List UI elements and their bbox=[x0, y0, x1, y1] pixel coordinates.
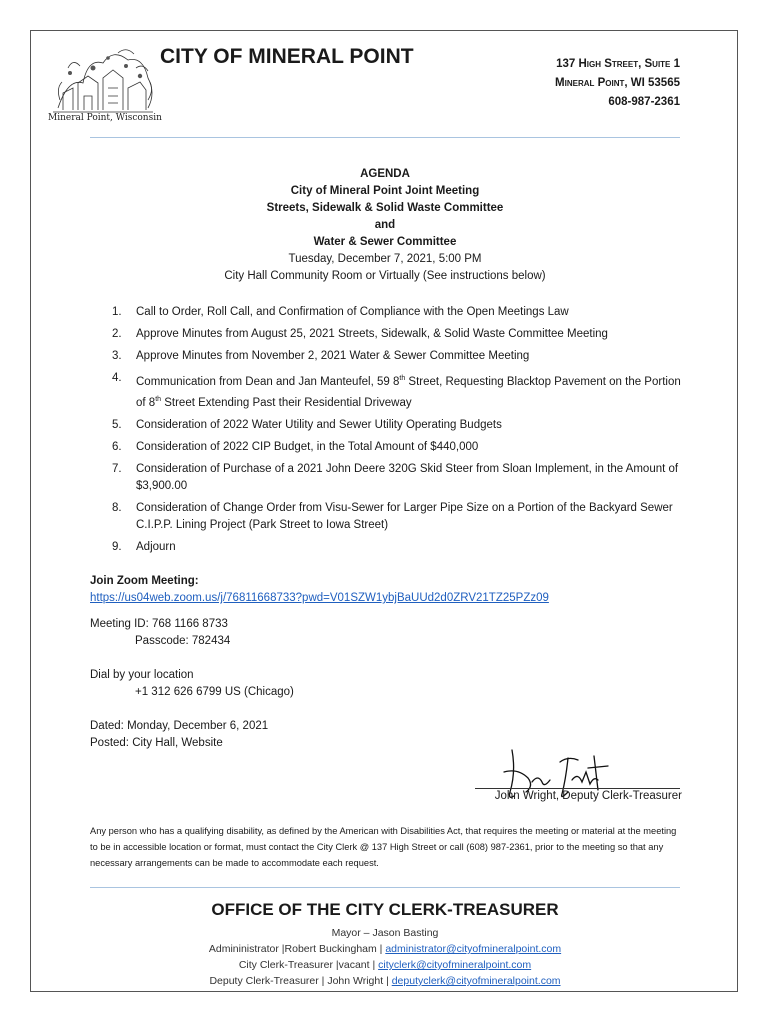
dial-number: +1 312 626 6799 US (Chicago) bbox=[135, 686, 294, 698]
address-line-2: Mineral Point, WI 53565 bbox=[555, 77, 680, 89]
dial-label: Dial by your location bbox=[90, 669, 194, 681]
logo-caption: Mineral Point, Wisconsin bbox=[48, 113, 162, 123]
agenda-title: AGENDA bbox=[360, 168, 410, 180]
passcode: Passcode: 782434 bbox=[135, 635, 231, 647]
administrator-email-link[interactable]: administrator@cityofmineralpoint.com bbox=[385, 943, 562, 955]
deputy-email-link[interactable]: deputyclerk@cityofmineralpoint.com bbox=[391, 975, 561, 987]
deputy-line: Deputy Clerk-Treasurer | John Wright | deputyclerk@cityofmineralpoint.com bbox=[209, 975, 561, 987]
clerk-line: City Clerk-Treasurer |vacant | cityclerk@cityofmineralpoint.com bbox=[238, 959, 532, 971]
mayor-line: Mayor – Jason Basting bbox=[331, 927, 439, 939]
dated-text: Dated: Monday, December 6, 2021 bbox=[90, 720, 269, 732]
administrator-line: Admininistrator |Robert Buckingham | administrator@cityofmineralpoint.com bbox=[208, 943, 562, 955]
posted-text: Posted: City Hall, Website bbox=[90, 737, 223, 749]
city-title: CITY OF MINERAL POINT bbox=[160, 45, 414, 68]
agenda-item: 9. Adjourn bbox=[112, 540, 176, 553]
footer-divider bbox=[90, 887, 680, 888]
header-divider bbox=[90, 137, 680, 138]
agenda-item: 5. Consideration of 2022 Water Utility and Sewer Utility Operating Budgets bbox=[112, 418, 502, 431]
meeting-datetime: Tuesday, December 7, 2021, 5:00 PM bbox=[288, 253, 482, 265]
meeting-location: City Hall Community Room or Virtually (See instructions below) bbox=[224, 270, 546, 282]
phone-number: 608-987-2361 bbox=[608, 96, 680, 108]
agenda-heading bbox=[90, 166, 680, 285]
ada-notice: Any person who has a qualifying disability, as defined by the American with Disabilities Act, that requires the meeting or material at the meeting to be in accessible location or format, must contact the City Clerk @ 137 High Street or call (608) 987-2361, prior to the meeting so that any necessary arrangements can be made to accommodate each request. bbox=[90, 826, 677, 868]
meeting-id: Meeting ID: 768 1166 8733 bbox=[90, 618, 228, 630]
and-text: and bbox=[374, 219, 396, 231]
signatory-name: John Wright, Deputy Clerk-Treasurer bbox=[494, 790, 682, 802]
signature-line bbox=[475, 788, 680, 789]
clerk-email-link[interactable]: cityclerk@cityofmineralpoint.com bbox=[378, 959, 532, 971]
agenda-item: 8. Consideration of Change Order from Visu-Sewer for Larger Pipe Size on a Portion of the Backyard Sewer C.I.P.P. Lining Project (Park Street to Iowa Street) bbox=[112, 501, 673, 531]
agenda-item: 4. Communication from Dean and Jan Manteufel, 59 8th Street, Requesting Blacktop Pavement on the Portion of 8th Street Extending Past their Residential Driveway bbox=[112, 372, 681, 409]
committee-2: Water & Sewer Committee bbox=[313, 236, 457, 248]
committee-1: Streets, Sidewalk & Solid Waste Committee bbox=[266, 202, 504, 214]
office-title: OFFICE OF THE CITY CLERK-TREASURER bbox=[211, 900, 559, 919]
zoom-link[interactable]: https://us04web.zoom.us/j/76811668733?pwd=V01SZW1ybjBaUUd2d0ZRV21TZ25PZz09 bbox=[90, 592, 549, 604]
city-address bbox=[555, 55, 680, 112]
meeting-name: City of Mineral Point Joint Meeting bbox=[290, 185, 480, 197]
zoom-info bbox=[90, 573, 549, 752]
agenda-item: 3. Approve Minutes from November 2, 2021 Water & Sewer Committee Meeting bbox=[112, 350, 530, 362]
agenda-items bbox=[90, 304, 685, 561]
staff-directory bbox=[90, 925, 680, 989]
agenda-item: 2. Approve Minutes from August 25, 2021 Streets, Sidewalk, & Solid Waste Committee Meeting bbox=[112, 328, 608, 340]
zoom-heading: Join Zoom Meeting: bbox=[90, 575, 199, 587]
agenda-item: 1. Call to Order, Roll Call, and Confirmation of Compliance with the Open Meetings Law bbox=[112, 306, 569, 318]
agenda-item: 6. Consideration of 2022 CIP Budget, in the Total Amount of $440,000 bbox=[112, 440, 479, 453]
agenda-item: 7. Consideration of Purchase of a 2021 John Deere 320G Skid Steer from Sloan Implement, in the Amount of $3,900.00 bbox=[112, 462, 679, 492]
address-line-1: 137 High Street, Suite 1 bbox=[556, 58, 680, 70]
